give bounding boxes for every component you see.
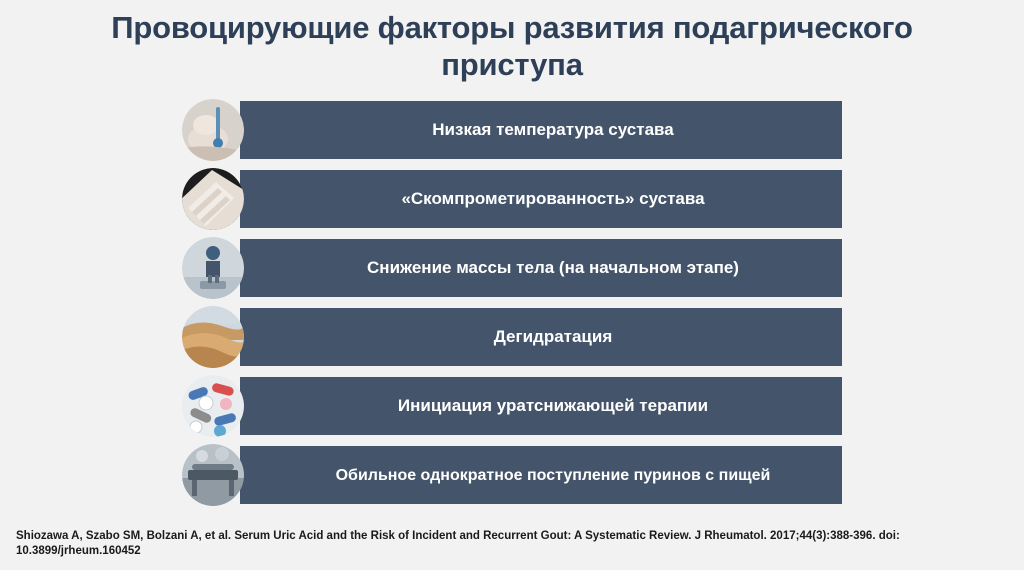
citation-footnote: Shiozawa A, Szabo SM, Bolzani A, et al. Serum Uric Acid and the Risk of Incident and Recurrent Gout: A Systematic Review. J Rheumatol. 2017;44(3):388-396. doi: 10.3899/jrheum.160452: [16, 530, 900, 557]
factor-label: Снижение массы тела (на начальном этапе): [367, 257, 739, 277]
factor-bar[interactable]: [240, 170, 842, 228]
foot-thermometer-photo-icon: [182, 99, 244, 161]
list-item[interactable]: [182, 101, 842, 159]
factor-bar[interactable]: [240, 446, 842, 504]
knee-bandage-photo-icon: [182, 168, 244, 230]
list-item[interactable]: [182, 446, 842, 504]
list-item[interactable]: [182, 308, 842, 366]
factor-list: [0, 101, 1024, 504]
list-item[interactable]: [182, 170, 842, 228]
pills-capsules-photo-icon: [182, 375, 244, 437]
factor-bar[interactable]: [240, 377, 842, 435]
factor-label: Низкая температура сустава: [432, 119, 674, 139]
person-weight-scale-photo-icon: [182, 237, 244, 299]
factor-label: «Скомпрометированность» сустава: [401, 188, 705, 208]
factor-bar[interactable]: [240, 101, 842, 159]
barbecue-grill-photo-icon: [182, 444, 244, 506]
list-item[interactable]: [182, 377, 842, 435]
desert-sand-photo-icon: [182, 306, 244, 368]
factor-label: Инициация уратснижающей терапии: [397, 395, 709, 415]
factor-label: Дегидратация: [493, 326, 613, 346]
page-title: Провоцирующие факторы развития подагрического приступа: [111, 10, 913, 82]
list-item[interactable]: [182, 239, 842, 297]
factor-bar[interactable]: [240, 239, 842, 297]
factor-bar[interactable]: [240, 308, 842, 366]
factor-label: Обильное однократное поступление пуринов с пищей: [335, 466, 771, 484]
